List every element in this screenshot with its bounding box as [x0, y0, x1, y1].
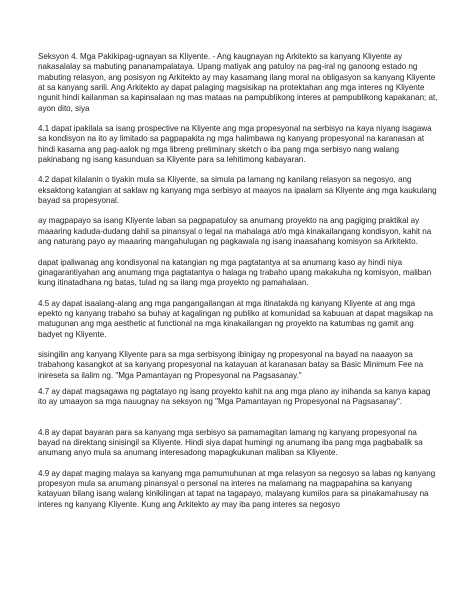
- paragraph-4-9: 4.9 ay dapat maging malaya sa kanyang mga pamumuhunan at mga relasyon sa negosyo sa labas ng kanyang propesyon mula sa anumang pinansyal o personal na interes na malamang na magpapahina sa kanyang katayuan bilang isang walang kinikilingan at tapat na tagapayo, malayang kumilos para sa pinakamahusay na interes ng kanyang Kliyente. Kung ang Arkitekto ay may iba pang interes sa negosyo: [38, 468, 436, 509]
- paragraph-4-6: sisingilin ang kanyang Kliyente para sa mga serbisyong ibinigay ng propesyonal na bayad na naaayon sa trabahong kasangkot at sa kanyang propesyonal na katayuan at karanasan batay sa Basic Minimum Fee na inireseta sa ilalim ng. "Mga Pamantayan ng Propesyonal na Pagsasanay.": [38, 349, 424, 380]
- paragraph-section-4-intro: Seksyon 4. Mga Pakikipag-ugnayan sa Kliyente. - Ang kaugnayan ng Arkitekto sa kanyang Kliyente ay nakasalalay sa mabuting pananampalataya. Upang matiyak ang patuloy na pag-iral ng ganoong estado ng mabuting relasyon, ang posisyon ng Arkitekto ay may kasamang ilang moral na obligasyon sa kanyang Kliyente at sa kanyang sarili. Ang Arkitekto ay dapat palaging magsisikap na protektahan ang mga interes ng Kliyente ngunit hindi kailanman sa kapinsalaan ng mas mataas na pampublikong interes at pampublikong kapakanan; at, ayon dito, siya: [38, 52, 438, 113]
- paragraph-4-1: 4.1 dapat ipakilala sa isang prospective na Kliyente ang mga propesyonal na serbisyo na kaya niyang isagawa sa kondisyon na ito ay limitado sa pagpapakita ng mga halimbawa ng kanyang propesyonal na karanasan at hindi kasama ang pag-aalok ng mga libreng preliminary sketch o iba pang mga serbisyo nang walang pakinabang ng isang kasunduan sa Kliyente para sa lehitimong kabayaran.: [38, 124, 432, 165]
- paragraph-4-2: 4.2 dapat kilalanin o tiyakin mula sa Kliyente, sa simula pa lamang ng kanilang relasyon sa negosyo, ang eksaktong katangian at saklaw ng kanyang mga serbisyo at maayos na ipaalam sa Kliyente ang mga kaukulang bayad sa propesyonal.: [38, 175, 437, 206]
- paragraph-4-8: 4.8 ay dapat bayaran para sa kanyang mga serbisyo sa pamamagitan lamang ng kanyang propesyonal na bayad na direktang sinisingil sa Kliyente. Hindi siya dapat humingi ng anumang iba pang mga pagbabalik sa anumang anyo mula sa anumang interesadong mapagkukunan maliban sa Kliyente.: [38, 427, 423, 458]
- paragraph-4-3: ay magpapayo sa isang Kliyente laban sa pagpapatuloy sa anumang proyekto na ang pagiging praktikal ay maaaring kaduda-dudang dahil sa pinansyal o legal na mahalaga at/o mga kinakailangang kondisyon, kahit na ang naturang payo ay maaaring mangahulugan ng pagkawala ng isang inaasahang komisyon sa Arkitekto.: [38, 216, 432, 247]
- paragraph-4-4: dapat ipaliwanag ang kondisyonal na katangian ng mga pagtatantya at sa anumang kaso ay hindi niya ginagarantiyahan ang anumang mga pagtatantya o halaga ng trabaho upang makakuha ng komisyon, maliban kung itinatadhana ng batas, tulad ng sa ilang mga proyekto ng pamahalaan.: [38, 257, 432, 288]
- paragraph-4-7: 4.7 ay dapat magsagawa ng pagtatayo ng isang proyekto kahit na ang mga plano ay inihanda sa kanya kapag ito ay umaayon sa mga nauugnay na seksyon ng "Mga Pamantayan ng Propesyonal na Pagsasanay".: [38, 386, 431, 407]
- paragraph-4-5: 4.5 ay dapat isaalang-alang ang mga pangangailangan at mga itinatakda ng kanyang Kliyente at ang mga epekto ng kanyang trabaho sa buhay at kagalingan ng publiko at komunidad sa kabuuan at dapat magsikap na matugunan ang mga aesthetic at functional na mga kinakailangan ng proyekto na katumbas ng gamit ang badyet ng Kliyente.: [38, 298, 434, 339]
